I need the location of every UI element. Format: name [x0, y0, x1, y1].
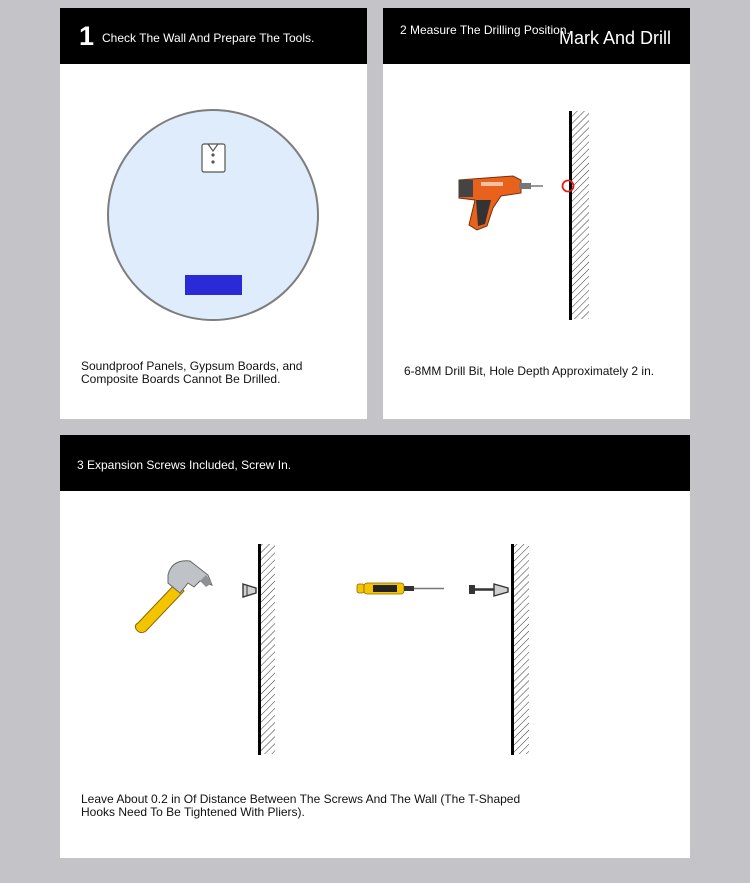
wall-section-icon: [569, 111, 589, 320]
expansion-anchor-left-icon: [243, 584, 256, 597]
step-2-panel: [383, 8, 690, 419]
wall-section-right-icon: [511, 544, 529, 755]
step-1-title: Check The Wall And Prepare The Tools.: [102, 31, 315, 45]
expansion-screw-right-icon: [469, 584, 508, 596]
step-1-caption: Soundproof Panels, Gypsum Boards, and Composite Boards Cannot Be Drilled.: [81, 359, 303, 386]
drill-icon: [459, 176, 543, 230]
hanging-bracket-icon: [202, 144, 225, 172]
step-1-number: 1: [79, 21, 95, 51]
hammer-icon: [135, 561, 212, 633]
round-mirror-illustration: [60, 8, 367, 419]
step-3-title: 3 Expansion Screws Included, Screw In.: [77, 458, 292, 472]
step-3-panel: [60, 435, 690, 858]
step-2-title: 2 Measure The Drilling Position.: [400, 23, 570, 37]
blue-bar: [185, 275, 242, 295]
step-1-panel: [60, 8, 367, 419]
drill-wall-illustration: [383, 8, 690, 419]
screwdriver-icon: [357, 583, 444, 594]
step-2-subtitle: Mark And Drill: [558, 28, 671, 48]
step-3-caption: Leave About 0.2 in Of Distance Between The Screws And The Wall (The T-Shaped Hooks Need To Be Tightened With Pliers).: [81, 792, 521, 819]
wall-section-left-icon: [258, 544, 275, 755]
step-2-caption: 6-8MM Drill Bit, Hole Depth Approximately 2 in.: [404, 364, 655, 378]
